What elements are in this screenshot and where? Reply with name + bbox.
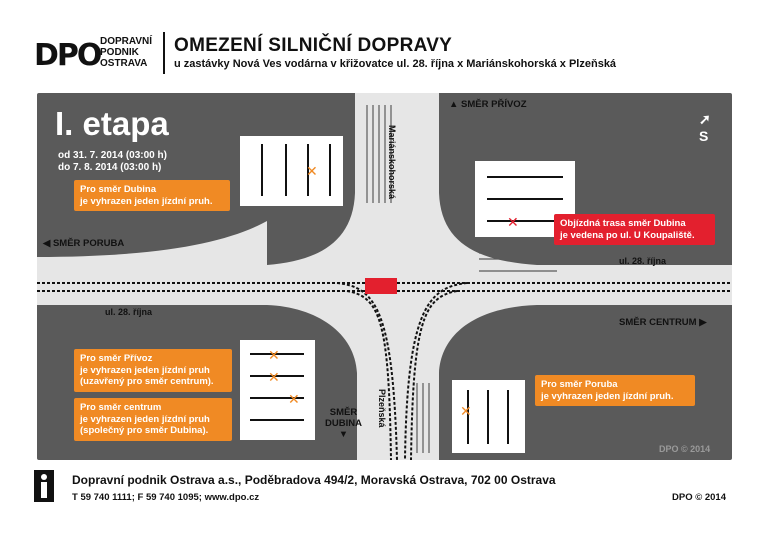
direction-label: SMĚR <box>329 407 358 418</box>
closure-marker <box>365 278 397 294</box>
svg-text:✕: ✕ <box>288 392 300 408</box>
road-curve-se <box>439 305 537 373</box>
arrow-right-icon: ▶ <box>696 317 707 328</box>
note-line: Pro směr Dubina <box>80 184 157 195</box>
note-poruba-lane <box>535 375 695 406</box>
note-line: Pro směr Poruba <box>541 379 618 390</box>
note-line: je vyhrazen jeden jízdní pruh. <box>541 390 674 402</box>
note-line: Pro směr Přívoz <box>80 353 153 364</box>
note-detour <box>554 214 715 245</box>
map-watermark: DPO © 2014 <box>659 444 711 454</box>
svg-text:✕: ✕ <box>268 348 280 364</box>
direction-label: SMĚR CENTRUM <box>619 317 697 328</box>
compass-icon <box>699 111 711 144</box>
page-title: OMEZENÍ SILNIČNÍ DOPRAVY <box>174 35 453 56</box>
note-line: (uzavřený pro směr centrum). <box>80 376 214 387</box>
page-subtitle: u zastávky Nová Ves vodárna v křižovatce ul. 28. října x Mariánskohorská x Plzeňská <box>174 58 617 70</box>
footer-copyright: DPO © 2014 <box>672 492 726 503</box>
street-plzenska: Plzeňská <box>377 389 387 428</box>
arrow-left-icon: ◀ <box>43 238 53 249</box>
note-privoz-lane <box>74 349 232 392</box>
logo-line-1: DOPRAVNÍ <box>100 36 153 47</box>
note-line: Pro směr centrum <box>80 402 162 413</box>
note-centrum-lane <box>74 398 232 441</box>
note-line: je vyhrazen jeden jízdní pruh <box>80 413 210 425</box>
direction-dubina <box>325 407 362 440</box>
lane-sign-right-bottom <box>452 380 525 453</box>
note-line: je vedena po ul. U Koupaliště. <box>560 229 695 241</box>
note-line: je vyhrazen jeden jízdní pruh. <box>80 195 213 207</box>
footer-company: Dopravní podnik Ostrava a.s., Poděbradova 494/2, Moravská Ostrava, 702 00 Ostrava <box>72 473 556 487</box>
date-to: do 7. 8. 2014 (03:00 h) <box>58 162 162 173</box>
svg-text:✕: ✕ <box>268 370 280 386</box>
road-plzenska <box>357 305 439 460</box>
note-line: je vyhrazen jeden jízdní pruh <box>80 364 210 376</box>
lane-sign-left-bottom <box>240 340 315 440</box>
compass-label: S <box>699 128 709 144</box>
svg-text:✕: ✕ <box>507 215 519 231</box>
stage-dates <box>58 150 228 174</box>
note-line: Objízdná trasa směr Dubina <box>560 218 686 229</box>
arrow-up-icon: ▲ <box>449 99 462 110</box>
logo-text <box>100 36 170 69</box>
direction-label: DUBINA <box>325 418 362 429</box>
note-dubina-lane <box>74 180 230 211</box>
stage-title: I. etapa <box>55 105 169 142</box>
direction-centrum <box>619 317 707 328</box>
compass-arrow-icon: ➚ <box>699 111 711 127</box>
logo-line-2: PODNIK <box>100 47 139 58</box>
direction-privoz <box>449 99 527 110</box>
arrow-down-icon: ▼ <box>338 429 349 440</box>
direction-label: SMĚR PORUBA <box>52 238 125 249</box>
date-from: od 31. 7. 2014 (03:00 h) <box>58 150 167 161</box>
street-28-rijna-left: ul. 28. října <box>105 307 153 317</box>
svg-text:✕: ✕ <box>306 164 318 180</box>
street-28-rijna-top: ul. 28. října <box>619 256 667 266</box>
logo-mark: DPO <box>34 38 101 73</box>
direction-label: SMĚR PŘÍVOZ <box>461 99 527 110</box>
info-icon <box>34 470 54 502</box>
street-marianskohorska: Mariánskohorská <box>387 125 397 200</box>
logo-line-3: OSTRAVA <box>100 58 148 69</box>
direction-poruba <box>43 238 124 249</box>
intersection-map <box>37 93 732 460</box>
note-line: (společný pro směr Dubina). <box>80 425 209 436</box>
svg-text:✕: ✕ <box>460 404 472 420</box>
header-divider <box>163 32 165 74</box>
lane-sign-top <box>240 136 343 206</box>
header <box>0 0 768 88</box>
footer-contact: T 59 740 1111; F 59 740 1095; www.dpo.cz <box>72 492 260 503</box>
